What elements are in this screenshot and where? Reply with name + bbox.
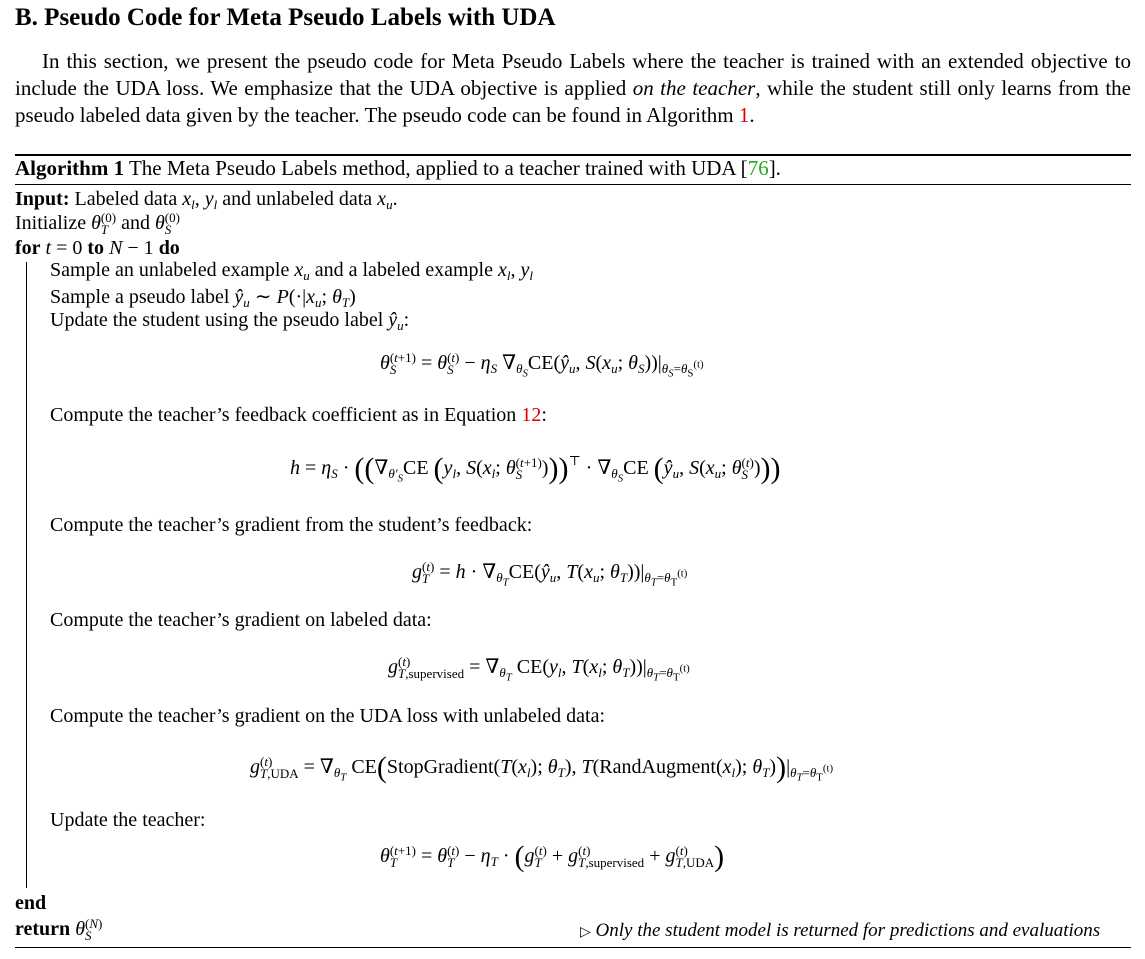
paragraph-text-3: . bbox=[749, 103, 755, 127]
randaugment-label: RandAugment bbox=[599, 756, 716, 778]
step-text: Update the student using the pseudo label bbox=[50, 309, 389, 331]
step-grad-feedback: Compute the teacher’s gradient from the student’s feedback: bbox=[50, 514, 533, 536]
equation-teacher-grad: g (t) T = $h \cdot \nabla_{\theta_T}CE(ŷ_u$, $T(x_u$; $\theta_T))|_{\theta_T=\theta_T^{(t)}}$ bbox=[412, 559, 688, 589]
step-sample-examples: Sample an unlabeled example $x_u$ and a labeled example $x_l$, $y_l$ bbox=[50, 259, 534, 283]
do-keyword: do bbox=[158, 237, 180, 259]
step-grad-uda: Compute the teacher’s gradient on the UDA loss with unlabeled data: bbox=[50, 705, 606, 727]
algo-for-line: for t = 0 to N − 1 do bbox=[15, 237, 180, 259]
algo-init-line: Initialize θ (0) T and θ (0) S bbox=[15, 210, 180, 238]
algorithm-caption-rule bbox=[15, 184, 1131, 185]
loop-body-bar bbox=[26, 262, 27, 888]
uda-label: UDA bbox=[270, 766, 299, 782]
algo-input-line: Input: Labeled data $x_l$, $y_l$ and unlabeled data $x_u$. bbox=[15, 188, 398, 212]
paragraph-text-1: In this section, we present the pseudo code for Meta Pseudo Labels where the teacher is trained with an extended objective to include the UDA loss. We emphasize that the UDA objective is applied bbox=[15, 49, 1131, 100]
paragraph-emphasis: on the teacher bbox=[632, 76, 756, 100]
step-grad-labeled: Compute the teacher’s gradient on labeled data: bbox=[50, 609, 432, 631]
algo-return-line: return θ (N) S bbox=[15, 916, 103, 944]
step-text: Sample a pseudo label bbox=[50, 286, 235, 308]
algorithm-bottom-rule bbox=[15, 947, 1131, 948]
algorithm-caption bbox=[15, 156, 781, 181]
supervised-label: supervised bbox=[588, 855, 645, 871]
equation-feedback: $h = \eta_S \cdot ((\nabla_{\theta'_S}CE$ ($y_l$, $S(x_l$; θ (t+1) S )))$^⊤ \cdot \nabla_{\theta_S}CE$ ($ŷ_u$, $S(x_u$; θ (t) S ))) bbox=[290, 452, 781, 485]
stopgradient-label: StopGradient bbox=[386, 756, 494, 778]
ce-label: CE bbox=[527, 352, 554, 374]
ce-label: CE bbox=[508, 561, 535, 583]
ce-label: CE bbox=[516, 656, 543, 678]
citation-link[interactable]: 76 bbox=[747, 156, 769, 180]
input-and: and unlabeled data bbox=[217, 188, 378, 210]
supervised-label: supervised bbox=[408, 666, 465, 682]
step-feedback: Compute the teacher’s feedback coefficient as in Equation 12: bbox=[50, 404, 547, 426]
equation-uda-grad: g (t) T,UDA = $\nabla_{\theta_T}$ $CE(StopGradient(T(x_l)$; $\theta_T$), $T(RandAugment(x_l)$; $\theta_T))|_{\theta_T=\theta_T^{(t)}}$ bbox=[250, 751, 834, 784]
caption-text: The Meta Pseudo Labels method, applied to a teacher trained with UDA [ bbox=[124, 156, 748, 180]
paragraph-text-2: , while the student still only learns from the pseudo labeled data given by the teacher. The pseudo code can be found in Algorithm bbox=[15, 76, 1131, 127]
to-keyword: to bbox=[87, 237, 105, 259]
ce-label: CE bbox=[351, 756, 377, 778]
for-keyword: for bbox=[15, 237, 41, 259]
step-update-student: Update the student using the pseudo label $ŷ_u$: bbox=[50, 309, 410, 333]
return-comment bbox=[580, 920, 1100, 942]
algorithm-ref-link[interactable]: 1 bbox=[738, 103, 750, 127]
input-text: Labeled data bbox=[69, 188, 183, 210]
ce-label: CE bbox=[402, 457, 429, 479]
algorithm-label: Algorithm 1 bbox=[15, 156, 125, 180]
algo-end-line bbox=[15, 892, 46, 915]
intro-paragraph bbox=[15, 48, 1131, 129]
equation-student-update: θ (t+1) S = θ (t) S − $\eta_S$ $\nabla_{\theta_S}CE(ŷ_u$, $S(x_u$; $\theta_S))|_{\theta_S=\theta_S^{(t)}}$ bbox=[380, 350, 704, 380]
equation-supervised-grad: g (t) T,supervised = $\nabla_{\theta_T}$ $CE(y_l$, $T(x_l$; $\theta_T))|_{\theta_T=\theta_T^{(t)}}$ bbox=[388, 654, 690, 684]
section-heading: B. Pseudo Code for Meta Pseudo Labels with UDA bbox=[15, 4, 556, 31]
equation-ref-link[interactable]: 12 bbox=[521, 404, 542, 426]
end-keyword: end bbox=[15, 892, 47, 914]
step-text-and: and a labeled example bbox=[309, 259, 498, 281]
return-keyword: return bbox=[15, 918, 71, 940]
input-keyword: Input: bbox=[15, 188, 70, 210]
comment-triangle-icon: ▷ bbox=[580, 925, 591, 940]
caption-end: ]. bbox=[768, 156, 781, 180]
step-text: Sample an unlabeled example bbox=[50, 259, 295, 281]
ce-label: CE bbox=[623, 457, 649, 479]
step-text: Compute the teacher’s feedback coefficient as in Equation bbox=[50, 404, 522, 426]
comment-text: Only the student model is returned for predictions and evaluations bbox=[595, 920, 1101, 941]
step-update-teacher: Update the teacher: bbox=[50, 809, 206, 831]
step-sample-pseudo: Sample a pseudo label $ŷ_u$ ∼ $P(\cdot|x_u$; $\theta_T$) bbox=[50, 286, 356, 310]
init-text: Initialize bbox=[15, 212, 92, 234]
init-and: and bbox=[116, 212, 155, 234]
equation-teacher-update: θ (t+1) T = θ (t) T − $\eta_T \cdot (g$ (t) T + g (t) T,supervised + g (t) T,UDA ) bbox=[380, 840, 725, 873]
uda-label: UDA bbox=[685, 855, 715, 871]
